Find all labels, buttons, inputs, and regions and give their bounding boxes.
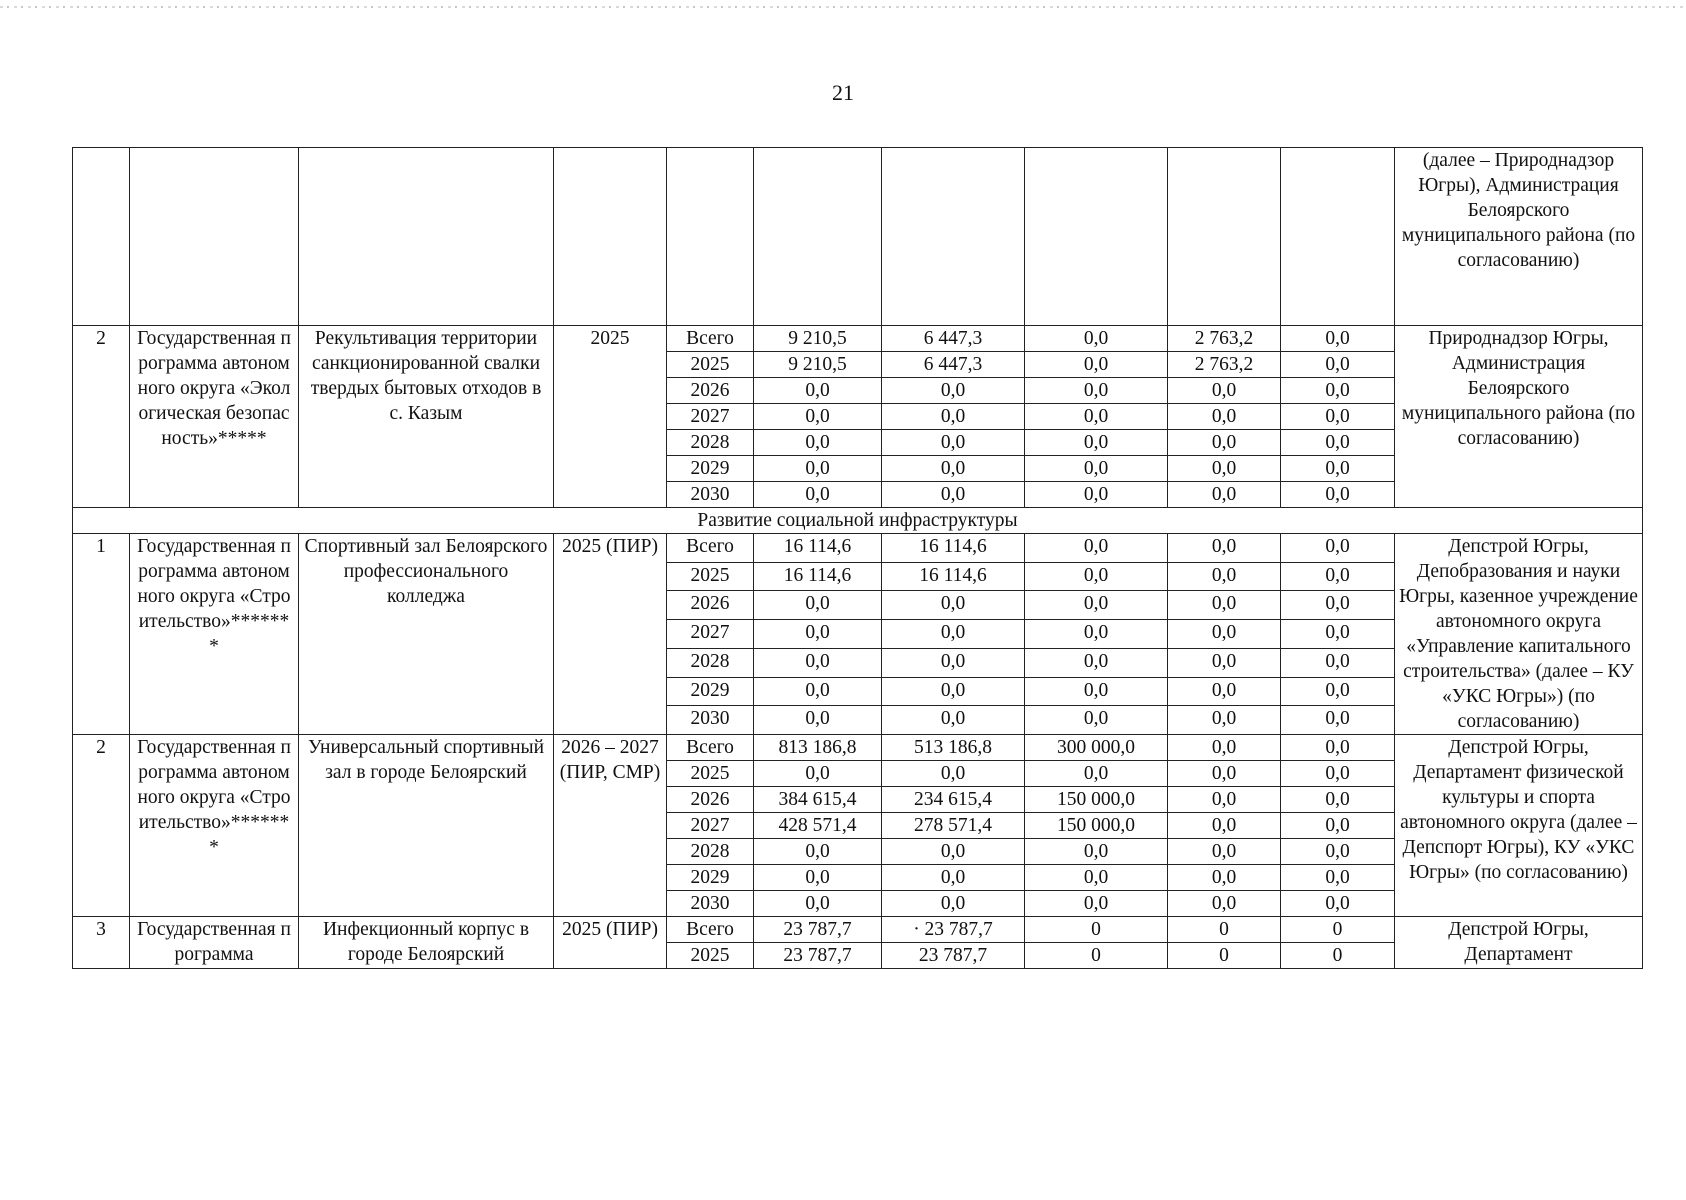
amount-cell-v2: · 23 787,7 — [882, 917, 1025, 943]
implementation-period: 2025 (ПИР) — [554, 534, 667, 735]
amount-cell-v3: 0,0 — [1025, 404, 1168, 430]
amount-cell-v4: 0,0 — [1168, 787, 1281, 813]
object-name: Рекультивация территории санкционированной свалки твердых бытовых отходов в с. Казым — [299, 326, 554, 508]
amount-cell-v1: 0,0 — [754, 430, 882, 456]
amount-cell-v5: 0 — [1281, 917, 1395, 943]
year-cell: 2029 — [667, 677, 754, 706]
amount-cell-v4: 0,0 — [1168, 706, 1281, 735]
amount-cell-v5: 0,0 — [1281, 865, 1395, 891]
amount-cell-v5: 0,0 — [1281, 482, 1395, 508]
amount-cell-v4: 0,0 — [1168, 591, 1281, 620]
amount-cell-v3: 0 — [1025, 917, 1168, 943]
amount-cell-v2: 0,0 — [882, 706, 1025, 735]
responsible-cell: Депстрой Югры, Департамент — [1395, 917, 1643, 969]
amount-cell-v4: 0,0 — [1168, 761, 1281, 787]
amount-cell-v3: 0,0 — [1025, 591, 1168, 620]
responsible-cell: Природнадзор Югры, Администрация Белоярского муниципального района (по согласованию) — [1395, 326, 1643, 508]
year-cell: 2028 — [667, 839, 754, 865]
amount-cell-v3: 0,0 — [1025, 648, 1168, 677]
year-cell: 2025 — [667, 352, 754, 378]
year-cell: Всего — [667, 326, 754, 352]
amount-cell-v5: 0,0 — [1281, 430, 1395, 456]
year-cell: 2029 — [667, 456, 754, 482]
amount-cell-v1: 0,0 — [754, 648, 882, 677]
amount-cell-v2: 0,0 — [882, 891, 1025, 917]
amount-cell-v1: 428 571,4 — [754, 813, 882, 839]
amount-cell-v3: 150 000,0 — [1025, 787, 1168, 813]
amount-cell-v1: 0,0 — [754, 378, 882, 404]
item-number: 2 — [73, 326, 130, 508]
table-row — [73, 917, 1643, 943]
amount-cell-v2: 23 787,7 — [882, 943, 1025, 969]
year-cell: 2027 — [667, 620, 754, 649]
amount-cell-v5: 0,0 — [1281, 735, 1395, 761]
amount-cell-v1: 9 210,5 — [754, 352, 882, 378]
amount-cell-v4: 0,0 — [1168, 562, 1281, 591]
amount-cell-v4: 0,0 — [1168, 404, 1281, 430]
amount-cell-v1: 0,0 — [754, 456, 882, 482]
item-number: 1 — [73, 534, 130, 735]
amount-cell-v5: 0,0 — [1281, 620, 1395, 649]
object-name: Спортивный зал Белоярского профессионального колледжа — [299, 534, 554, 735]
year-cell: 2026 — [667, 378, 754, 404]
amount-cell-v5: 0,0 — [1281, 813, 1395, 839]
amount-cell-v1: 0,0 — [754, 591, 882, 620]
amount-cell-v5: 0,0 — [1281, 378, 1395, 404]
amount-cell-v4: 2 763,2 — [1168, 326, 1281, 352]
amount-cell-v5: 0,0 — [1281, 839, 1395, 865]
amount-cell-v5: 0,0 — [1281, 648, 1395, 677]
section-title: Развитие социальной инфраструктуры — [73, 508, 1643, 534]
amount-cell-v4: 0,0 — [1168, 865, 1281, 891]
amount-cell-v1: 16 114,6 — [754, 562, 882, 591]
amount-cell-v4: 0,0 — [1168, 891, 1281, 917]
amount-cell-v1: 0,0 — [754, 839, 882, 865]
section-row — [73, 508, 1643, 534]
amount-cell-v2: 16 114,6 — [882, 562, 1025, 591]
amount-cell-v5: 0,0 — [1281, 562, 1395, 591]
year-cell: 2027 — [667, 813, 754, 839]
amount-cell-v3: 0,0 — [1025, 430, 1168, 456]
implementation-period: 2025 — [554, 326, 667, 508]
amount-cell-v3: 0,0 — [1025, 378, 1168, 404]
year-cell: 2025 — [667, 943, 754, 969]
amount-cell-v1: 384 615,4 — [754, 787, 882, 813]
amount-cell-v3: 0,0 — [1025, 534, 1168, 563]
amount-cell-v4: 0,0 — [1168, 648, 1281, 677]
responsible-cell: Депстрой Югры, Депобразования и науки Югры, казенное учреждение автономного округа «Управление капитального строительства» (далее – КУ «УКС Югры») (по согласованию) — [1395, 534, 1643, 735]
amount-cell-v2: 0,0 — [882, 677, 1025, 706]
amount-cell-v5: 0,0 — [1281, 761, 1395, 787]
amount-cell-v3: 0,0 — [1025, 482, 1168, 508]
program-name: Государственная программа — [130, 917, 299, 969]
continuation-row — [73, 148, 1643, 326]
amount-cell-v2: 513 186,8 — [882, 735, 1025, 761]
program-name: Государственная программа автономного округа «Строительство»******* — [130, 735, 299, 917]
amount-cell-v2: 0,0 — [882, 761, 1025, 787]
amount-cell-v1: 813 186,8 — [754, 735, 882, 761]
item-number: 2 — [73, 735, 130, 917]
amount-cell-v2: 0,0 — [882, 378, 1025, 404]
table-row — [73, 735, 1643, 761]
amount-cell-v1: 0,0 — [754, 706, 882, 735]
amount-cell-v5: 0,0 — [1281, 591, 1395, 620]
amount-cell-v2: 0,0 — [882, 865, 1025, 891]
amount-cell-v3: 0,0 — [1025, 677, 1168, 706]
amount-cell-v2: 0,0 — [882, 456, 1025, 482]
amount-cell-v4: 0 — [1168, 943, 1281, 969]
amount-cell-v2: 16 114,6 — [882, 534, 1025, 563]
amount-cell-v3: 0,0 — [1025, 562, 1168, 591]
amount-cell-v4: 0,0 — [1168, 378, 1281, 404]
amount-cell-v1: 23 787,7 — [754, 917, 882, 943]
year-cell: Всего — [667, 917, 754, 943]
amount-cell-v3: 0,0 — [1025, 326, 1168, 352]
amount-cell-v2: 6 447,3 — [882, 326, 1025, 352]
amount-cell-v4: 0,0 — [1168, 735, 1281, 761]
amount-cell-v5: 0 — [1281, 943, 1395, 969]
table-row — [73, 534, 1643, 563]
amount-cell-v3: 0,0 — [1025, 839, 1168, 865]
amount-cell-v1: 0,0 — [754, 482, 882, 508]
amount-cell-v1: 23 787,7 — [754, 943, 882, 969]
year-cell: 2025 — [667, 562, 754, 591]
program-name: Государственная программа автономного округа «Экологическая безопасность»***** — [130, 326, 299, 508]
amount-cell-v2: 0,0 — [882, 648, 1025, 677]
year-cell: 2030 — [667, 482, 754, 508]
year-cell: 2030 — [667, 891, 754, 917]
financing-table — [72, 147, 1643, 969]
amount-cell-v5: 0,0 — [1281, 534, 1395, 563]
program-name: Государственная программа автономного округа «Строительство»******* — [130, 534, 299, 735]
amount-cell-v1: 0,0 — [754, 761, 882, 787]
amount-cell-v3: 0 — [1025, 943, 1168, 969]
amount-cell-v3: 150 000,0 — [1025, 813, 1168, 839]
amount-cell-v3: 0,0 — [1025, 761, 1168, 787]
year-cell: 2026 — [667, 787, 754, 813]
year-cell: 2029 — [667, 865, 754, 891]
amount-cell-v2: 234 615,4 — [882, 787, 1025, 813]
object-name: Инфекционный корпус в городе Белоярский — [299, 917, 554, 969]
amount-cell-v1: 9 210,5 — [754, 326, 882, 352]
amount-cell-v2: 0,0 — [882, 591, 1025, 620]
amount-cell-v4: 0,0 — [1168, 430, 1281, 456]
amount-cell-v1: 0,0 — [754, 677, 882, 706]
amount-cell-v2: 0,0 — [882, 404, 1025, 430]
object-name: Универсальный спортивный зал в городе Белоярский — [299, 735, 554, 917]
amount-cell-v2: 0,0 — [882, 839, 1025, 865]
scan-edge-artifact — [0, 6, 1686, 8]
amount-cell-v4: 0 — [1168, 917, 1281, 943]
amount-cell-v2: 0,0 — [882, 620, 1025, 649]
amount-cell-v3: 0,0 — [1025, 891, 1168, 917]
amount-cell-v4: 0,0 — [1168, 813, 1281, 839]
implementation-period: 2026 – 2027 (ПИР, СМР) — [554, 735, 667, 917]
year-cell: 2030 — [667, 706, 754, 735]
amount-cell-v5: 0,0 — [1281, 352, 1395, 378]
amount-cell-v1: 0,0 — [754, 620, 882, 649]
year-cell: 2028 — [667, 430, 754, 456]
amount-cell-v3: 0,0 — [1025, 865, 1168, 891]
amount-cell-v4: 0,0 — [1168, 839, 1281, 865]
amount-cell-v3: 0,0 — [1025, 352, 1168, 378]
amount-cell-v4: 0,0 — [1168, 620, 1281, 649]
amount-cell-v4: 0,0 — [1168, 534, 1281, 563]
amount-cell-v5: 0,0 — [1281, 677, 1395, 706]
item-number: 3 — [73, 917, 130, 969]
responsible-cell: Депстрой Югры, Департамент физической культуры и спорта автономного округа (далее – Депспорт Югры), КУ «УКС Югры» (по согласованию) — [1395, 735, 1643, 917]
amount-cell-v1: 0,0 — [754, 865, 882, 891]
amount-cell-v5: 0,0 — [1281, 404, 1395, 430]
year-cell: Всего — [667, 735, 754, 761]
amount-cell-v2: 0,0 — [882, 482, 1025, 508]
amount-cell-v1: 0,0 — [754, 891, 882, 917]
amount-cell-v5: 0,0 — [1281, 326, 1395, 352]
amount-cell-v5: 0,0 — [1281, 706, 1395, 735]
amount-cell-v3: 0,0 — [1025, 620, 1168, 649]
amount-cell-v3: 0,0 — [1025, 456, 1168, 482]
year-cell: 2025 — [667, 761, 754, 787]
amount-cell-v4: 0,0 — [1168, 456, 1281, 482]
amount-cell-v2: 0,0 — [882, 430, 1025, 456]
year-cell: 2027 — [667, 404, 754, 430]
year-cell: 2026 — [667, 591, 754, 620]
implementation-period: 2025 (ПИР) — [554, 917, 667, 969]
amount-cell-v2: 278 571,4 — [882, 813, 1025, 839]
amount-cell-v5: 0,0 — [1281, 891, 1395, 917]
amount-cell-v1: 16 114,6 — [754, 534, 882, 563]
year-cell: 2028 — [667, 648, 754, 677]
amount-cell-v4: 2 763,2 — [1168, 352, 1281, 378]
amount-cell-v4: 0,0 — [1168, 677, 1281, 706]
amount-cell-v2: 6 447,3 — [882, 352, 1025, 378]
amount-cell-v5: 0,0 — [1281, 787, 1395, 813]
amount-cell-v5: 0,0 — [1281, 456, 1395, 482]
page-number: 21 — [832, 80, 854, 105]
responsible-cell: (далее – Природнадзор Югры), Администрация Белоярского муниципального района (по согласованию) — [1395, 148, 1643, 326]
amount-cell-v3: 300 000,0 — [1025, 735, 1168, 761]
table-row — [73, 326, 1643, 352]
amount-cell-v1: 0,0 — [754, 404, 882, 430]
year-cell: Всего — [667, 534, 754, 563]
amount-cell-v3: 0,0 — [1025, 706, 1168, 735]
amount-cell-v4: 0,0 — [1168, 482, 1281, 508]
